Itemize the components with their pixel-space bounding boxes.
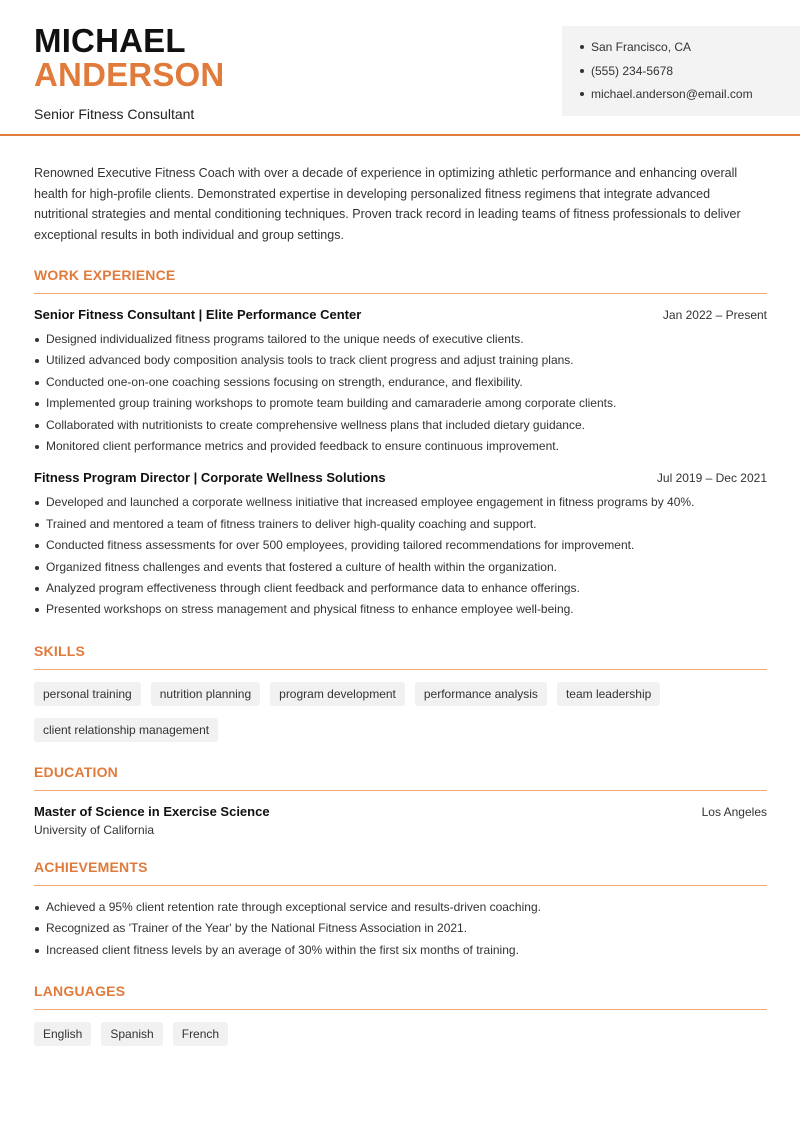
list-item-text: Recognized as 'Trainer of the Year' by the National Fitness Association in 2021.	[46, 921, 468, 936]
job-dates: Jan 2022 – Present	[662, 308, 767, 322]
bullet-icon	[35, 501, 39, 505]
section-title-languages: LANGUAGES	[34, 983, 767, 1010]
list-item-text: Utilized advanced body composition analysis tools to track client progress and adjust training plans.	[46, 353, 574, 368]
contact-location-text: San Francisco, CA	[591, 40, 692, 54]
job-entry	[34, 470, 767, 620]
education-location: Los Angeles	[701, 804, 767, 819]
list-item	[34, 514, 767, 535]
education-header	[34, 804, 767, 819]
section-title-work: WORK EXPERIENCE	[34, 267, 767, 294]
bullet-icon	[580, 69, 584, 73]
job-bullets	[34, 329, 767, 457]
job-header	[34, 470, 767, 485]
bullet-icon	[35, 608, 39, 612]
contact-phone-text: (555) 234-5678	[591, 63, 674, 78]
contact-box	[562, 26, 800, 116]
list-item-text: Developed and launched a corporate wellness initiative that increased employee engagement in fitness programs by 40%.	[46, 495, 695, 510]
list-item-text: Monitored client performance metrics and provided feedback to ensure continuous improvement.	[46, 439, 559, 454]
bullet-icon	[35, 424, 39, 428]
list-item	[34, 350, 767, 371]
resume-content	[34, 163, 767, 1046]
list-item-text: Achieved a 95% client retention rate through exceptional service and results-driven coaching.	[46, 899, 541, 914]
list-item	[34, 599, 767, 620]
list-item	[34, 557, 767, 578]
list-item-text: Designed individualized fitness programs tailored to the unique needs of executive clients.	[46, 332, 524, 346]
resume-header	[0, 0, 800, 136]
bullet-icon	[35, 338, 39, 342]
list-item-text: Analyzed program effectiveness through client feedback and performance data to enhance offerings.	[46, 581, 580, 596]
skill-chip: personal training	[34, 682, 141, 706]
section-title-education: EDUCATION	[34, 764, 767, 791]
bullet-icon	[35, 381, 39, 385]
list-item-text: Presented workshops on stress management and physical fitness to enhance employee well-being.	[46, 602, 574, 617]
job-bullets	[34, 492, 767, 620]
list-item	[34, 436, 767, 457]
languages-list	[34, 1022, 674, 1046]
bullet-icon	[35, 906, 39, 910]
skill-chip: program development	[270, 682, 405, 706]
summary: Renowned Executive Fitness Coach with over a decade of experience in optimizing athletic performance and enhancing overall health for high-profile clients. Demonstrated expertise in developing personalized fitness regimens that integrate advanced nutritional strategies and mental conditioning techniques. Proven track record in leading teams of fitness professionals to deliver exceptional results in both individual and group settings.	[34, 166, 741, 242]
list-item	[34, 940, 767, 961]
section-title-skills: SKILLS	[34, 643, 767, 670]
bullet-icon	[35, 445, 39, 449]
job-dates: Jul 2019 – Dec 2021	[656, 471, 767, 486]
bullet-icon	[35, 359, 39, 363]
list-item-text: Organized fitness challenges and events that fostered a culture of health within the organization.	[46, 559, 557, 574]
bullet-icon	[35, 402, 39, 406]
bullet-icon	[35, 587, 39, 591]
contact-phone	[580, 63, 800, 87]
language-chip: French	[173, 1022, 228, 1046]
contact-location	[580, 39, 800, 63]
list-item	[34, 492, 767, 513]
job-role: Senior Fitness Consultant | Elite Performance Center	[34, 307, 362, 322]
first-name: MICHAEL	[34, 22, 186, 59]
contact-email-text: michael.anderson@email.com	[591, 87, 753, 101]
list-item-text: Trained and mentored a team of fitness trainers to deliver high-quality coaching and support.	[46, 516, 537, 531]
skill-chip: client relationship management	[34, 718, 218, 742]
list-item-text: Increased client fitness levels by an average of 30% within the first six months of training.	[46, 942, 519, 957]
bullet-icon	[35, 544, 39, 548]
list-item	[34, 393, 767, 414]
skills-list	[34, 682, 674, 742]
list-item-text: Collaborated with nutritionists to create comprehensive wellness plans that included dietary guidance.	[46, 417, 585, 432]
bullet-icon	[35, 523, 39, 527]
list-item-text: Conducted fitness assessments for over 500 employees, providing tailored recommendations for improvement.	[46, 538, 635, 553]
bullet-icon	[35, 927, 39, 931]
last-name: ANDERSON	[34, 56, 225, 93]
list-item-text: Conducted one-on-one coaching sessions focusing on strength, endurance, and flexibility.	[46, 374, 523, 389]
job-header	[34, 307, 767, 322]
job-role: Fitness Program Director | Corporate Wellness Solutions	[34, 470, 386, 486]
bullet-icon	[580, 92, 584, 96]
degree: Master of Science in Exercise Science	[34, 803, 270, 819]
list-item	[34, 578, 767, 599]
list-item	[34, 897, 767, 918]
name-block	[34, 24, 224, 122]
education-entry	[34, 804, 767, 837]
bullet-icon	[35, 566, 39, 570]
bullet-icon	[580, 45, 584, 49]
list-item	[34, 918, 767, 939]
list-item-text: Implemented group training workshops to promote team building and camaraderie among corporate clients.	[46, 396, 617, 411]
achievements-list	[34, 897, 767, 961]
contact-email	[580, 86, 800, 110]
language-chip: Spanish	[101, 1022, 162, 1046]
skill-chip: team leadership	[557, 682, 660, 706]
school: University of California	[34, 822, 155, 837]
bullet-icon	[35, 949, 39, 953]
section-title-achievements: ACHIEVEMENTS	[34, 859, 767, 886]
list-item	[34, 329, 767, 350]
list-item	[34, 535, 767, 556]
job-entry	[34, 307, 767, 457]
skill-chip: performance analysis	[415, 682, 547, 706]
language-chip: English	[34, 1022, 91, 1046]
job-title: Senior Fitness Consultant	[34, 106, 195, 122]
list-item	[34, 372, 767, 393]
list-item	[34, 415, 767, 436]
skill-chip: nutrition planning	[151, 682, 260, 706]
